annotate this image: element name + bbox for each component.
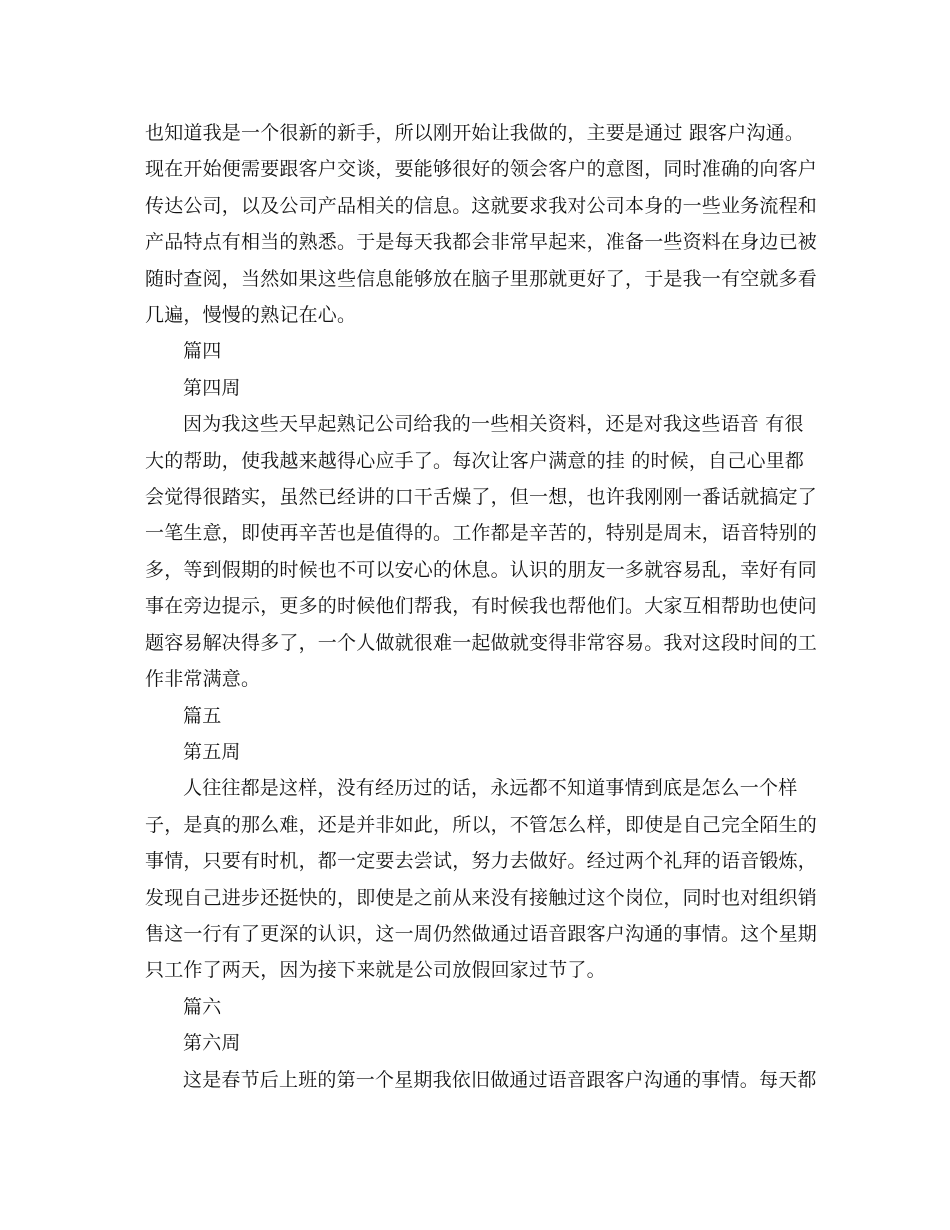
text-line: 发现自己进步还挺快的，即使是之前从来没有接触过这个岗位，同时也对组织销 (145, 886, 818, 909)
text-line: 会觉得很踏实，虽然已经讲的口干舌燥了，但一想，也许我刚刚一番话就搞定了 (145, 486, 818, 509)
text-line: 传达公司，以及公司产品相关的信息。这就要求我对公司本身的一些业务流程和 (145, 194, 818, 217)
document-body (145, 115, 818, 1098)
text-line: 作非常满意。 (145, 668, 261, 691)
text-line: 篇五 (183, 704, 222, 727)
text-line: 几遍，慢慢的熟记在心。 (145, 304, 357, 327)
text-line: 篇六 (183, 995, 222, 1018)
text-line: 子，是真的那么难，还是并非如此，所以，不管怎么样，即使是自己完全陌生的 (145, 813, 818, 836)
text-line: 一笔生意，即使再辛苦也是值得的。工作都是辛苦的，特别是周末，语音特别的 (145, 522, 818, 545)
text-line: 人往往都是这样，没有经历过的话，永远都不知道事情到底是怎么一个样 (183, 777, 798, 800)
text-line: 题容易解决得多了，一个人做就很难一起做就变得非常容易。我对这段时间的工 (145, 631, 818, 654)
text-line: 只工作了两天，因为接下来就是公司放假回家过节了。 (145, 959, 606, 982)
text-line: 这是春节后上班的第一个星期我依旧做通过语音跟客户沟通的事情。每天都 (183, 1068, 817, 1091)
text-line: 也知道我是一个很新的新手，所以刚开始让我做的，主要是通过 跟客户沟通。 (145, 122, 805, 144)
text-line: 大的帮助，使我越来越得心应手了。每次让客户满意的挂 的时候，自己心里都 (145, 449, 805, 472)
text-line: 篇四 (183, 340, 222, 363)
text-line: 产品特点有相当的熟悉。于是每天我都会非常早起来，准备一些资料在身边已被 (145, 231, 818, 254)
text-line: 多，等到假期的时候也不可以安心的休息。认识的朋友一多就容易乱，幸好有同 (145, 558, 818, 581)
text-line: 第四周 (183, 376, 241, 399)
text-line: 事情，只要有时机，都一定要去尝试，努力去做好。经过两个礼拜的语音锻炼， (145, 850, 818, 873)
text-line: 随时查阅，当然如果这些信息能够放在脑子里那就更好了，于是我一有空就多看 (145, 267, 818, 290)
text-line: 现在开始便需要跟客户交谈，要能够很好的领会客户的意图，同时准确的向客户 (145, 158, 818, 181)
text-line: 第六周 (183, 1032, 241, 1055)
text-line: 第五周 (183, 740, 241, 763)
text-line: 售这一行有了更深的认识，这一周仍然做通过语音跟客户沟通的事情。这个星期 (145, 922, 818, 945)
text-line: 事在旁边提示，更多的时候他们帮我，有时候我也帮他们。大家互相帮助也使问 (145, 595, 818, 618)
text-line: 因为我这些天早起熟记公司给我的一些相关资料，还是对我这些语音 有很 (183, 413, 804, 436)
